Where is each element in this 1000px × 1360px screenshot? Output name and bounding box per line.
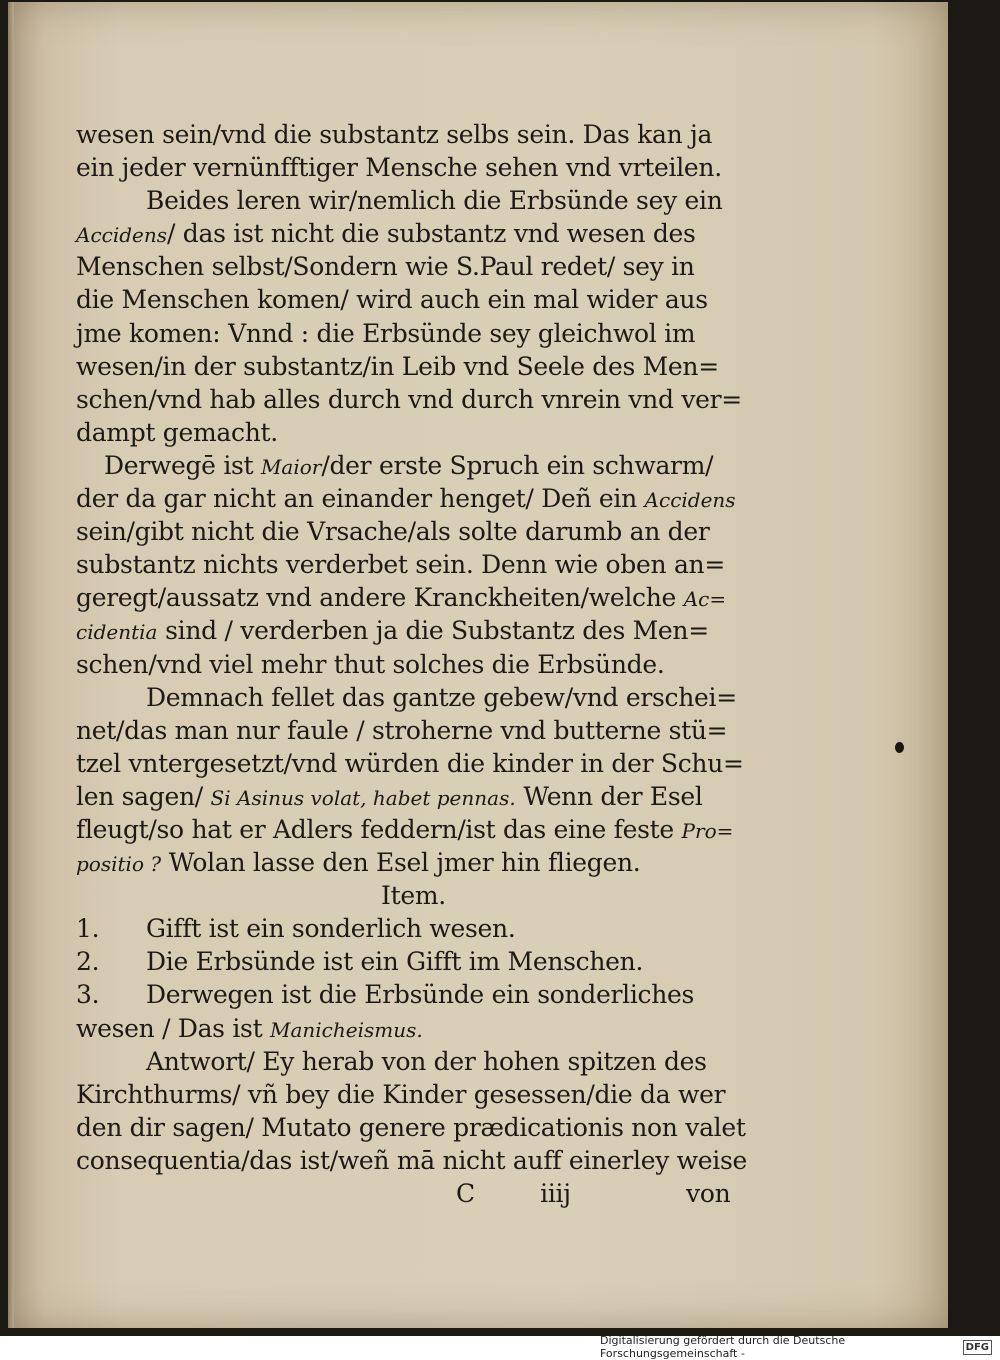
text-line: consequentia/das ist/weñ mā nicht auff einerley weise (76, 1145, 747, 1175)
latin-term: Maior (260, 454, 322, 479)
latin-term: Pro= (681, 818, 734, 843)
text-line: den dir sagen/ Mutato genere prædicationis non valet (76, 1112, 746, 1142)
numbered-line: 1. Gifft ist ein sonderlich wesen. (76, 912, 776, 945)
text-line: Menschen selbst/Sondern wie S.Paul redet/ sey in (76, 252, 695, 282)
footer-text: Digitalisierung gefördert durch die Deutsche Forschungsgemeinschaft - (600, 1334, 846, 1360)
text-line: Beides leren wir/nemlich die Erbsünde sey ein (146, 186, 723, 216)
text-line: len sagen/ Si Asinus volat, habet pennas. Wenn der Esel (76, 781, 703, 811)
text-line: die Menschen komen/ wird auch ein mal wider aus (76, 285, 708, 315)
page-gutter (8, 2, 14, 1328)
text-line: sein/gibt nicht die Vrsache/als solte darumb an der (76, 517, 710, 547)
text-line: schen/vnd viel mehr thut solches die Erbsünde. (76, 649, 665, 679)
section-heading: Item. (381, 881, 446, 911)
text-line: cidentia sind / verderben ja die Substantz des Men= (76, 616, 709, 646)
dfg-logo: DFG (963, 1340, 992, 1355)
latin-term: Accidens (644, 488, 736, 513)
latin-term: Accidens (76, 223, 168, 248)
ink-spot (895, 742, 904, 753)
text-line: Accidens/ das ist nicht die substantz vnd wesen des (76, 219, 696, 249)
text-line: jme komen: Vnnd : die Erbsünde sey gleichwol im (76, 318, 696, 348)
page-text (76, 118, 776, 1210)
text-line: Derwegē ist Maior/der erste Spruch ein schwarm/ (104, 450, 714, 480)
funding-footer (600, 1334, 992, 1360)
numbered-line: 3. Derwegen ist die Erbsünde ein sonderliches (76, 978, 776, 1011)
text-line: Antwort/ Ey herab von der hohen spitzen des (146, 1046, 707, 1076)
catchword: von (686, 1179, 731, 1208)
text-line: wesen / Das ist Manicheismus. (76, 1013, 423, 1043)
latin-quote: Si Asinus volat, habet pennas. (210, 785, 516, 810)
text-line: Kirchthurms/ vñ bey die Kinder gesessen/die da wer (76, 1079, 726, 1109)
latin-term: positio ? (76, 852, 162, 877)
text-line: tzel vntergesetzt/vnd würden die kinder in der Schu= (76, 748, 744, 778)
latin-term: Ac= (683, 587, 727, 612)
latin-term: Manicheismus. (269, 1017, 423, 1042)
text-line: schen/vnd hab alles durch vnd durch vnrein vnd ver= (76, 384, 742, 414)
list-number: 1. (76, 914, 100, 944)
text-line: der da gar nicht an einander henget/ Deñ ein Accidens (76, 484, 736, 514)
folio-number: iiij (540, 1179, 571, 1208)
text-line: ein jeder vernünfftiger Mensche sehen vnd vrteilen. (76, 153, 722, 183)
list-number: 3. (76, 980, 100, 1010)
text-line: wesen/in der substantz/in Leib vnd Seele des Men= (76, 351, 719, 381)
list-number: 2. (76, 947, 100, 977)
latin-term: cidentia (76, 620, 158, 645)
catchline (76, 1177, 776, 1210)
signature-mark: C (456, 1179, 475, 1208)
numbered-line: 2. Die Erbsünde ist ein Gifft im Menschen. (76, 945, 776, 978)
text-line: wesen sein/vnd die substantz selbs sein. Das kan ja (76, 120, 713, 149)
text-line: positio ? Wolan lasse den Esel jmer hin fliegen. (76, 848, 641, 878)
text-line: substantz nichts verderbet sein. Denn wie oben an= (76, 550, 726, 580)
text-line: fleugt/so hat er Adlers feddern/ist das eine feste Pro= (76, 814, 734, 844)
text-line: geregt/aussatz vnd andere Kranckheiten/welche Ac= (76, 583, 727, 613)
text-line: dampt gemacht. (76, 417, 278, 447)
text-line: Demnach fellet das gantze gebew/vnd erschei= (146, 682, 737, 712)
text-line: net/das man nur faule / stroherne vnd butterne stü= (76, 715, 728, 745)
